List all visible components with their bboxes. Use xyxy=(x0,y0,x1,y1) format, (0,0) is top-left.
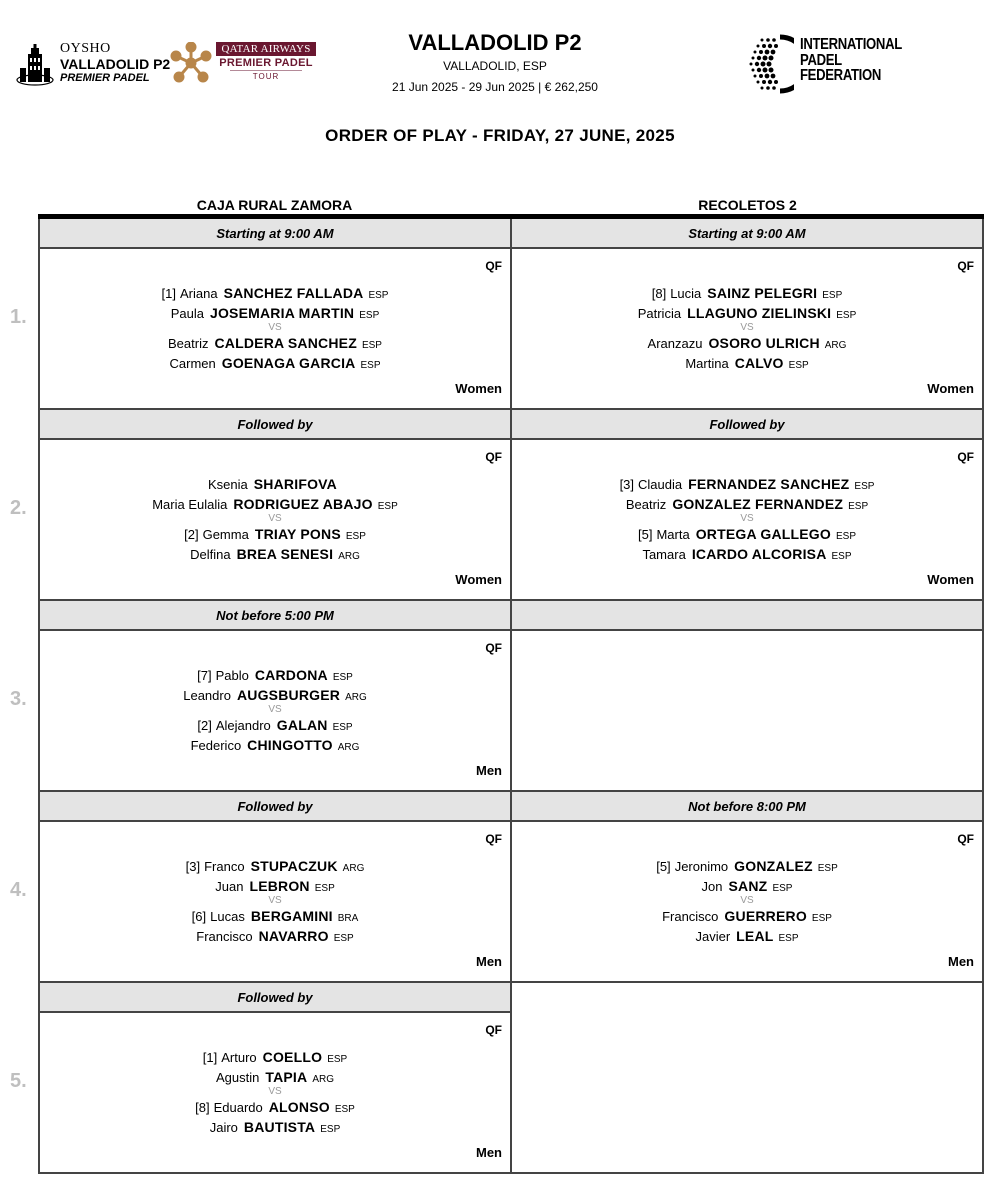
player-first-name: Patricia xyxy=(637,306,682,321)
ipf-logo xyxy=(748,34,918,94)
player-seed: [1] xyxy=(161,286,176,301)
player-line xyxy=(40,735,510,755)
player-first-name: Delfina xyxy=(190,547,231,562)
player-last-name: LLAGUNO ZIELINSKI xyxy=(687,305,832,321)
player-last-name: STUPACZUK xyxy=(250,858,338,874)
player-line xyxy=(40,926,510,946)
round-label: QF xyxy=(485,1023,502,1037)
court-header-1: CAJA RURAL ZAMORA xyxy=(196,197,353,213)
player-first-name: Aranzazu xyxy=(647,336,703,351)
round-label: QF xyxy=(957,450,974,464)
player-first-name: Agustin xyxy=(215,1070,260,1085)
player-last-name: COELLO xyxy=(262,1049,323,1065)
player-seed: [6] xyxy=(191,909,207,924)
player-first-name: Javier xyxy=(695,929,731,944)
player-line xyxy=(512,926,982,946)
player-last-name: BREA SENESI xyxy=(236,546,334,562)
player-first-name: Eduardo xyxy=(213,1100,263,1115)
round-label: QF xyxy=(485,832,502,846)
category-label: Men xyxy=(476,1145,502,1160)
player-first-name: Marta xyxy=(656,527,690,542)
logo-brand-text: OYSHO xyxy=(60,41,111,56)
player-seed: [8] xyxy=(195,1100,210,1115)
start-time-bar: Followed by xyxy=(512,410,982,440)
player-first-name: Gemma xyxy=(202,527,249,542)
player-nationality: ESP xyxy=(332,722,353,733)
player-first-name: Beatriz xyxy=(168,336,209,351)
player-nationality: ESP xyxy=(332,672,353,683)
match-cell xyxy=(510,219,984,410)
match-cell xyxy=(510,792,984,983)
player-nationality: BRA xyxy=(337,913,359,924)
player-first-name: Pablo xyxy=(215,668,249,683)
row-number: 2. xyxy=(10,497,27,519)
player-line xyxy=(40,1047,510,1067)
round-label: QF xyxy=(485,450,502,464)
player-nationality: ESP xyxy=(314,883,335,894)
players-list xyxy=(512,856,982,946)
tournament-dates-prize: 21 Jun 2025 - 29 Jun 2025 | € 262,250 xyxy=(392,80,598,94)
row-number: 5. xyxy=(10,1070,27,1092)
schedule-row xyxy=(38,601,984,792)
player-nationality: ESP xyxy=(772,883,793,894)
player-first-name: Francisco xyxy=(662,909,719,924)
player-seed: [7] xyxy=(197,668,212,683)
player-last-name: TRIAY PONS xyxy=(254,526,341,542)
versus-label: VS xyxy=(268,895,282,906)
player-last-name: LEAL xyxy=(736,928,774,944)
empty-cell xyxy=(510,601,984,792)
player-line xyxy=(40,494,510,514)
versus-label: VS xyxy=(268,322,282,333)
schedule-row xyxy=(38,219,984,410)
players-list xyxy=(512,474,982,564)
versus-label: VS xyxy=(268,513,282,524)
player-line xyxy=(512,303,982,323)
start-time-bar: Not before 5:00 PM xyxy=(40,601,510,631)
tower-icon xyxy=(16,44,54,86)
court-header-2: RECOLETOS 2 xyxy=(698,197,797,213)
category-label: Women xyxy=(455,381,502,396)
player-first-name: Ksenia xyxy=(208,477,248,492)
player-last-name: ICARDO ALCORISA xyxy=(691,546,827,562)
player-seed: [5] xyxy=(638,527,653,542)
player-last-name: ALONSO xyxy=(268,1099,330,1115)
round-label: QF xyxy=(485,259,502,273)
player-line xyxy=(40,715,510,735)
ipf-line-2: PADEL xyxy=(800,51,842,69)
player-first-name: Juan xyxy=(215,879,244,894)
start-time-bar: Followed by xyxy=(40,792,510,822)
match-cell xyxy=(38,792,512,983)
player-nationality: ARG xyxy=(338,551,360,562)
player-first-name: Francisco xyxy=(196,929,253,944)
player-nationality: ESP xyxy=(327,1054,348,1065)
match-details xyxy=(40,249,510,408)
start-time-bar: Not before 8:00 PM xyxy=(512,792,982,822)
player-line xyxy=(512,524,982,544)
player-line xyxy=(40,524,510,544)
player-line xyxy=(40,906,510,926)
category-label: Women xyxy=(927,381,974,396)
player-last-name: NAVARRO xyxy=(258,928,329,944)
start-time-bar: Starting at 9:00 AM xyxy=(512,219,982,249)
player-nationality: ESP xyxy=(359,310,380,321)
tournament-title: VALLADOLID P2 xyxy=(408,30,582,55)
player-line xyxy=(40,1117,510,1137)
row-number: 4. xyxy=(10,879,27,901)
qatar-premier-padel-logo xyxy=(170,40,320,86)
ipf-ball-icon xyxy=(748,34,794,94)
player-last-name: GONZALEZ FERNANDEZ xyxy=(672,496,844,512)
match-cell xyxy=(38,219,512,410)
match-details xyxy=(512,822,982,981)
match-details xyxy=(40,1013,510,1172)
player-nationality: ARG xyxy=(312,1074,334,1085)
player-last-name: SHARIFOVA xyxy=(253,476,337,492)
player-line xyxy=(40,1067,510,1087)
schedule-row xyxy=(38,792,984,983)
page-header xyxy=(0,0,1000,110)
player-line xyxy=(40,283,510,303)
logo-event-text: VALLADOLID P2 xyxy=(60,56,171,72)
player-first-name: Lucas xyxy=(210,909,245,924)
player-line xyxy=(512,494,982,514)
player-line xyxy=(40,303,510,323)
player-last-name: SANZ xyxy=(728,878,768,894)
player-nationality: ARG xyxy=(824,340,847,351)
player-last-name: CALDERA SANCHEZ xyxy=(214,335,357,351)
player-nationality: ESP xyxy=(334,1104,355,1115)
player-line xyxy=(512,283,982,303)
player-first-name: Federico xyxy=(190,738,242,753)
player-first-name: Arturo xyxy=(221,1050,257,1065)
player-line xyxy=(512,544,982,564)
players-list xyxy=(40,1047,510,1137)
empty-cell xyxy=(510,983,984,1174)
player-last-name: CARDONA xyxy=(254,667,328,683)
player-first-name: Jon xyxy=(701,879,723,894)
player-last-name: GONZALEZ xyxy=(734,858,813,874)
versus-label: VS xyxy=(268,704,282,715)
players-list xyxy=(40,856,510,946)
match-cell xyxy=(38,983,512,1174)
start-time-bar: Followed by xyxy=(40,410,510,440)
match-details xyxy=(40,631,510,790)
player-nationality: ESP xyxy=(831,551,852,562)
player-line xyxy=(40,876,510,896)
player-last-name: GOENAGA GARCIA xyxy=(221,355,356,371)
qatar-tour-label: TOUR xyxy=(230,70,302,81)
player-nationality: ESP xyxy=(333,933,354,944)
match-cell xyxy=(38,601,512,792)
player-seed: [8] xyxy=(651,286,667,301)
player-last-name: GALAN xyxy=(276,717,328,733)
logo-premier-text: PREMIER PADEL xyxy=(60,72,150,84)
player-nationality: ESP xyxy=(345,531,366,542)
player-line xyxy=(40,544,510,564)
category-label: Men xyxy=(476,954,502,969)
match-details xyxy=(40,822,510,981)
player-first-name: Lucia xyxy=(670,286,702,301)
players-list xyxy=(40,474,510,564)
player-seed: [2] xyxy=(184,527,199,542)
qatar-tour-name: PREMIER PADEL xyxy=(219,57,313,69)
player-seed: [1] xyxy=(202,1050,218,1065)
player-last-name: BERGAMINI xyxy=(250,908,333,924)
player-last-name: OSORO ULRICH xyxy=(708,335,820,351)
player-first-name: Alejandro xyxy=(215,718,271,733)
versus-label: VS xyxy=(740,513,754,524)
players-list xyxy=(40,283,510,373)
player-line xyxy=(40,856,510,876)
player-last-name: AUGSBURGER xyxy=(236,687,341,703)
versus-label: VS xyxy=(740,322,754,333)
player-nationality: ESP xyxy=(360,360,381,371)
ipf-line-3: FEDERATION xyxy=(800,67,882,85)
category-label: Women xyxy=(455,572,502,587)
player-seed: [5] xyxy=(656,859,671,874)
player-last-name: JOSEMARIA MARTIN xyxy=(209,305,355,321)
player-nationality: ESP xyxy=(822,290,843,301)
players-list xyxy=(512,283,982,373)
start-time-bar: Starting at 9:00 AM xyxy=(40,219,510,249)
player-seed: [3] xyxy=(185,859,201,874)
player-last-name: CALVO xyxy=(734,355,784,371)
player-first-name: Beatriz xyxy=(625,497,667,512)
player-nationality: ESP xyxy=(778,933,799,944)
versus-label: VS xyxy=(740,895,754,906)
player-nationality: ESP xyxy=(835,531,856,542)
player-nationality: ARG xyxy=(337,742,360,753)
tournament-location: VALLADOLID, ESP xyxy=(443,59,547,73)
player-line xyxy=(40,1097,510,1117)
player-last-name: LEBRON xyxy=(249,878,310,894)
player-nationality: ARG xyxy=(345,692,367,703)
player-nationality: ESP xyxy=(854,481,875,492)
category-label: Men xyxy=(948,954,974,969)
player-last-name: BAUTISTA xyxy=(243,1119,316,1135)
player-first-name: Jairo xyxy=(209,1120,238,1135)
player-line xyxy=(40,685,510,705)
oysho-valladolid-logo xyxy=(16,40,176,88)
match-details xyxy=(512,440,982,599)
category-label: Women xyxy=(927,572,974,587)
player-line xyxy=(512,906,982,926)
player-nationality: ARG xyxy=(342,863,365,874)
player-first-name: Claudia xyxy=(638,477,683,492)
row-number: 3. xyxy=(10,688,27,710)
player-first-name: Jeronimo xyxy=(674,859,729,874)
player-nationality: ESP xyxy=(836,310,857,321)
match-details xyxy=(40,440,510,599)
player-last-name: ORTEGA GALLEGO xyxy=(695,526,831,542)
match-cell xyxy=(510,410,984,601)
player-first-name: Carmen xyxy=(169,356,216,371)
player-seed: [3] xyxy=(619,477,635,492)
player-nationality: ESP xyxy=(811,913,832,924)
player-line xyxy=(512,333,982,353)
qatar-brand-text: QATAR AIRWAYS xyxy=(216,42,316,56)
player-last-name: SANCHEZ FALLADA xyxy=(223,285,364,301)
player-last-name: SAINZ PELEGRI xyxy=(707,285,818,301)
round-label: QF xyxy=(485,641,502,655)
player-line xyxy=(512,353,982,373)
schedule-row xyxy=(38,410,984,601)
player-line xyxy=(40,665,510,685)
player-line xyxy=(512,876,982,896)
players-list xyxy=(40,665,510,755)
schedule-row xyxy=(38,983,984,1174)
round-label: QF xyxy=(957,259,974,273)
player-last-name: RODRIGUEZ ABAJO xyxy=(233,496,373,512)
player-nationality: ESP xyxy=(377,501,398,512)
ipf-line-1: INTERNATIONAL xyxy=(800,36,902,53)
category-label: Men xyxy=(476,763,502,778)
player-last-name: FERNANDEZ SANCHEZ xyxy=(688,476,850,492)
player-nationality: ESP xyxy=(368,290,389,301)
player-first-name: Ariana xyxy=(179,286,218,301)
player-first-name: Martina xyxy=(685,356,729,371)
match-cell xyxy=(38,410,512,601)
tournament-info xyxy=(330,30,660,94)
player-first-name: Franco xyxy=(204,859,245,874)
row-number: 1. xyxy=(10,306,27,328)
player-last-name: GUERRERO xyxy=(724,908,807,924)
padel-star-icon xyxy=(170,42,212,84)
player-first-name: Leandro xyxy=(183,688,231,703)
start-time-bar: Followed by xyxy=(40,983,510,1013)
player-nationality: ESP xyxy=(788,360,809,371)
player-nationality: ESP xyxy=(848,501,869,512)
order-of-play-title: ORDER OF PLAY - FRIDAY, 27 JUNE, 2025 xyxy=(325,126,675,145)
player-nationality: ESP xyxy=(817,863,838,874)
player-seed: [2] xyxy=(197,718,212,733)
match-details xyxy=(512,249,982,408)
player-last-name: TAPIA xyxy=(265,1069,308,1085)
player-line xyxy=(40,333,510,353)
time-bar-empty xyxy=(512,601,982,631)
player-line xyxy=(512,856,982,876)
player-line xyxy=(40,353,510,373)
player-line xyxy=(40,474,510,494)
player-nationality: ESP xyxy=(361,340,382,351)
versus-label: VS xyxy=(268,1086,282,1097)
player-line xyxy=(512,474,982,494)
player-nationality: ESP xyxy=(320,1124,341,1135)
player-first-name: Paula xyxy=(170,306,204,321)
player-first-name: Maria Eulalia xyxy=(152,497,228,512)
player-first-name: Tamara xyxy=(642,547,686,562)
player-last-name: CHINGOTTO xyxy=(247,737,333,753)
round-label: QF xyxy=(957,832,974,846)
